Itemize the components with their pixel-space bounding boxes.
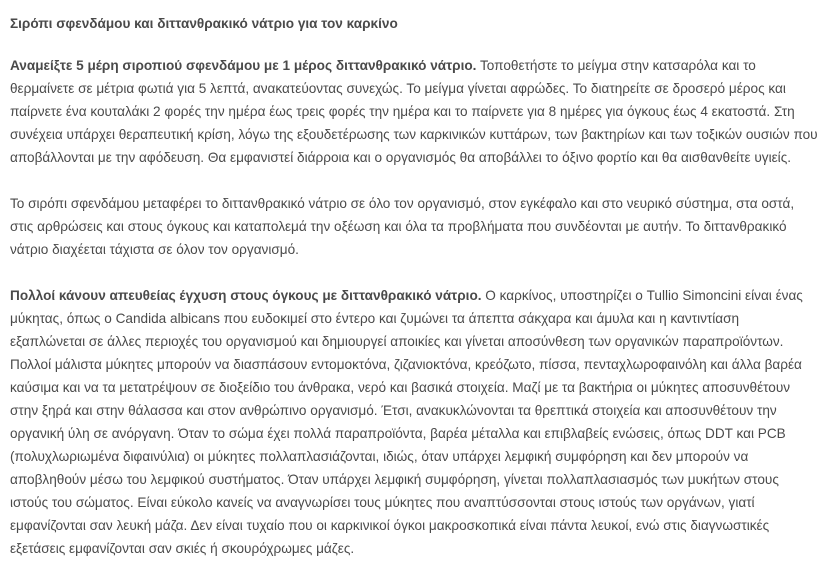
paragraph-lead: Αναμείξτε 5 μέρη σιροπιού σφενδάμου με 1 μέρος διττανθρακικό νάτριο.: [10, 58, 477, 73]
paragraph-injection: [10, 284, 818, 560]
paragraph-body: Τοποθετήστε το μείγμα στην κατσαρόλα και το θερμαίνετε σε μέτρια φωτιά για 5 λεπτά, ανακατεύοντας συνεχώς. Το μείγμα γίνεται αφρώδες. Το διατηρείτε σε δροσερό μέρος και παίρνετε ένα κουταλάκι 2 φορές την ημέρα έως τρεις φορές την ημέρα και το παίρνετε για 8 ημέρες για όγκους έως 4 εκατοστά. Στη συνέχεια υπάρχει θεραπευτική κρίση, λόγω της εξουδετέρωσης των καρκινικών κυττάρων, των βακτηρίων και των τοξικών ουσιών που αποβάλλονται με την αφόδευση. Θα εμφανιστεί διάρροια και ο οργανισμός θα αποβάλλει το όξινο φορτίο και θα αισθανθείτε υγιείς.: [10, 58, 818, 165]
article-title: Σιρόπι σφενδάμου και διττανθρακικό νάτριο για τον καρκίνο: [10, 16, 398, 31]
paragraph-transport: [10, 192, 818, 261]
paragraph-lead: Πολλοί κάνουν απευθείας έγχυση στους όγκους με διττανθρακικό νάτριο.: [10, 288, 482, 303]
paragraph-body: Ο καρκίνος, υποστηρίζει ο Tullio Simoncini είναι ένας μύκητας, όπως ο Candida albicans που ευδοκιμεί στο έντερο και ζυμώνει τα άπεπτα σάκχαρα και άμυλα και η καντιντίαση εξαπλώνεται σε άλλες περιοχές του οργανισμού και δημιουργεί αποικίες και γίνεται αποσύνθεση των οργανικών παραπροϊόντων. Πολλοί μάλιστα μύκητες μπορούν να διασπάσουν εντομοκτόνα, ζιζανιοκτόνα, κρεόζωτο, πίσσα, πενταχλωροφαινόλη και άλλα βαρέα καύσιμα και να τα μετατρέψουν σε διοξείδιο του άνθρακα, νερό και βασικά στοιχεία. Μαζί με τα βακτήρια οι μύκητες αποσυνθέτουν στην ξηρά και στην θάλασσα και στον ανθρώπινο οργανισμό. Έτσι, ανακυκλώνονται τα θρεπτικά στοιχεία και αποσυνθέτουν την οργανική ύλη σε ανόργανη. Όταν το σώμα έχει πολλά παραπροϊόντα, βαρέα μέταλλα και επιβλαβείς ενώσεις, όπως DDT και PCB (πολυχλωριωμένα διφαινύλια) οι μύκητες πολλαπλασιάζονται, ιδιώς, όταν υπάρχει λεμφική συμφόρηση και δεν μπορούν να αποβληθούν μέσω του λεμφικού συστήματος. Όταν υπάρχει λεμφική συμφόρηση, γίνεται πολλαπλασιασμός των μυκήτων στους ιστούς του σώματος. Είναι εύκολο κανείς να αναγνωρίσει τους μύκητες που αναπτύσσονται στους ιστούς των οργάνων, γιατί εμφανίζονται σαν λευκή μάζα. Δεν είναι τυχαίο που οι καρκινικοί όγκοι μακροσκοπικά είναι πάντα λευκοί, ενώ στις διαγνωστικές εξετάσεις εμφανίζονται σαν σκιές ή σκουρόχρωμες μάζες.: [10, 288, 803, 556]
paragraph-body: Το σιρόπι σφενδάμου μεταφέρει το διττανθρακικό νάτριο σε όλο τον οργανισμό, στον εγκέφαλο και στο νευρικό σύστημα, στα οστά, στις αρθρώσεις και στους όγκους και καταπολεμά την οξέωση και όλα τα προβλήματα που συνδέονται με αυτήν. Το διττανθρακικό νάτριο διαχέεται τάχιστα σε όλον τον οργανισμό.: [10, 196, 795, 257]
paragraph-recipe: [10, 54, 818, 169]
